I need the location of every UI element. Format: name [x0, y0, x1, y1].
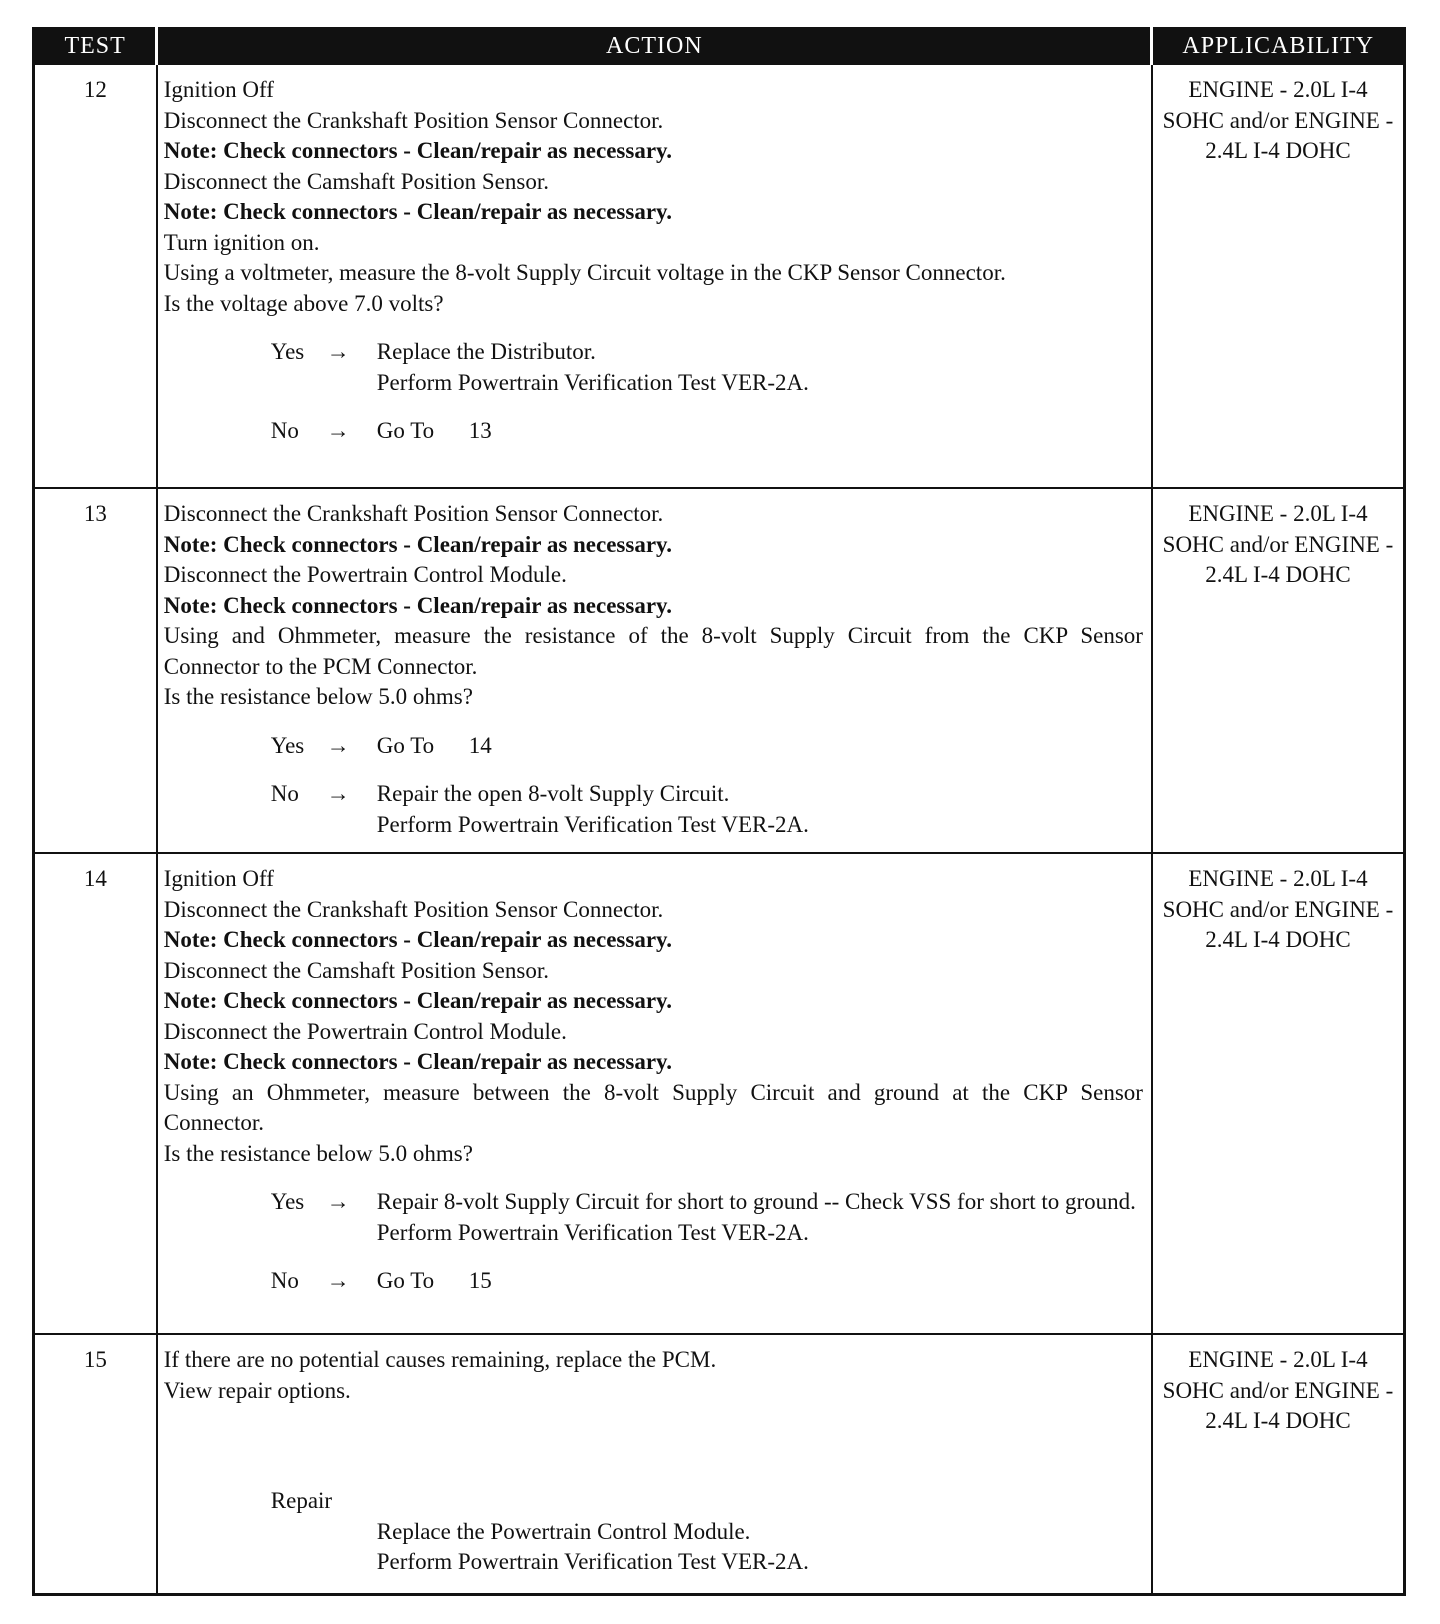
- no-label: No: [270, 781, 299, 806]
- goto-label: Go To: [376, 418, 435, 443]
- yes-label: Yes: [270, 732, 305, 758]
- applicability-cell: ENGINE - 2.0L I-4 SOHC and/or ENGINE - 2.4L I-4 DOHC: [1152, 64, 1405, 488]
- applicability-cell: ENGINE - 2.0L I-4 SOHC and/or ENGINE - 2.4L I-4 DOHC: [1152, 1334, 1405, 1595]
- no-label: No: [270, 418, 299, 443]
- note: Note: Check connectors - Clean/repair as necessary.: [163, 988, 673, 1013]
- answer-line: Perform Powertrain Verification Test VER-2A.: [376, 1219, 809, 1245]
- question: Is the resistance below 5.0 ohms?: [163, 684, 473, 709]
- step: Using a voltmeter, measure the 8-volt Supply Circuit voltage in the CKP Sensor Connector.: [163, 260, 1006, 285]
- repair-label: Repair: [270, 1488, 333, 1513]
- test-number: 14: [34, 853, 157, 1334]
- note: Note: Check connectors - Clean/repair as necessary.: [163, 927, 673, 952]
- answer-line: Perform Powertrain Verification Test VER-2A.: [376, 811, 809, 837]
- action-cell: [157, 64, 1152, 488]
- note: Note: Check connectors - Clean/repair as necessary.: [163, 199, 673, 224]
- yes-answer: [164, 337, 1143, 398]
- test-number: 15: [34, 1334, 157, 1595]
- step: Disconnect the Crankshaft Position Sensor Connector.: [163, 896, 664, 922]
- diagnostic-test-table: [32, 27, 1406, 1596]
- no-answer: [164, 416, 1143, 447]
- note: Note: Check connectors - Clean/repair as necessary.: [163, 531, 673, 557]
- goto-test-link[interactable]: 14: [468, 732, 492, 758]
- action-cell: [157, 1334, 1152, 1595]
- action-cell: [157, 488, 1152, 853]
- note: Note: Check connectors - Clean/repair as necessary.: [163, 1049, 673, 1074]
- step: If there are no potential causes remaining, replace the PCM.: [163, 1347, 717, 1372]
- repair-line: Replace the Powertrain Control Module.: [376, 1518, 751, 1544]
- answer-line: Repair 8-volt Supply Circuit for short to ground -- Check VSS for short to ground.: [376, 1189, 1136, 1214]
- yes-answer: [164, 731, 1143, 762]
- right-arrow-icon: →: [326, 1268, 350, 1293]
- no-answer: [164, 779, 1143, 840]
- step: Disconnect the Powertrain Control Module.: [163, 1018, 567, 1044]
- applicability-cell: ENGINE - 2.0L I-4 SOHC and/or ENGINE - 2.4L I-4 DOHC: [1152, 853, 1405, 1334]
- table-row-test-13: [34, 488, 1405, 853]
- right-arrow-icon: →: [326, 732, 350, 758]
- note: Note: Check connectors - Clean/repair as necessary.: [163, 138, 673, 163]
- table-row-test-12: [34, 64, 1405, 488]
- repair-instructions: [164, 1517, 1143, 1578]
- header-action: ACTION: [157, 29, 1152, 65]
- step: Disconnect the Crankshaft Position Sensor Connector.: [163, 501, 664, 526]
- no-answer: [164, 1266, 1143, 1297]
- test-number: 12: [34, 64, 157, 488]
- question: Is the resistance below 5.0 ohms?: [163, 1140, 473, 1166]
- table-row-test-15: [34, 1334, 1405, 1595]
- yes-label: Yes: [270, 339, 305, 364]
- answer-line: Replace the Distributor.: [376, 339, 596, 364]
- step: Using and Ohmmeter, measure the resistance of the 8-volt Supply Circuit from the CKP Sensor Connector to the PCM Connector.: [163, 623, 1143, 679]
- yes-label: Yes: [270, 1189, 305, 1214]
- note: Note: Check connectors - Clean/repair as necessary.: [163, 592, 673, 618]
- step: Disconnect the Crankshaft Position Sensor Connector.: [163, 107, 664, 133]
- goto-test-link[interactable]: 13: [468, 418, 492, 443]
- header-applicability: APPLICABILITY: [1152, 29, 1405, 65]
- step: Disconnect the Powertrain Control Module.: [163, 562, 567, 587]
- header-test: TEST: [34, 29, 157, 65]
- goto-label: Go To: [376, 1268, 435, 1293]
- right-arrow-icon: →: [326, 339, 350, 364]
- no-label: No: [270, 1268, 299, 1293]
- step: Ignition Off: [163, 77, 274, 102]
- answer-line: Repair the open 8-volt Supply Circuit.: [376, 781, 730, 806]
- right-arrow-icon: →: [326, 418, 350, 443]
- question: Is the voltage above 7.0 volts?: [163, 290, 444, 316]
- step: Disconnect the Camshaft Position Sensor.: [163, 957, 549, 983]
- answer-line: Perform Powertrain Verification Test VER-2A.: [376, 369, 809, 395]
- goto-test-link[interactable]: 15: [468, 1268, 492, 1293]
- goto-label: Go To: [376, 732, 435, 758]
- step: Turn ignition on.: [163, 229, 320, 255]
- applicability-cell: ENGINE - 2.0L I-4 SOHC and/or ENGINE - 2.4L I-4 DOHC: [1152, 488, 1405, 853]
- table-row-test-14: [34, 853, 1405, 1334]
- test-number: 13: [34, 488, 157, 853]
- table-header-row: [34, 29, 1405, 65]
- step: Using an Ohmmeter, measure between the 8-volt Supply Circuit and ground at the CKP Sensor Connector.: [163, 1079, 1143, 1135]
- step: Disconnect the Camshaft Position Sensor.: [163, 168, 549, 194]
- yes-answer: [164, 1187, 1143, 1248]
- view-repair-options-link[interactable]: View repair options.: [163, 1377, 351, 1403]
- right-arrow-icon: →: [326, 1189, 350, 1214]
- action-cell: [157, 853, 1152, 1334]
- right-arrow-icon: →: [326, 781, 350, 806]
- step: Ignition Off: [163, 866, 274, 891]
- repair-line: Perform Powertrain Verification Test VER-2A.: [376, 1549, 809, 1574]
